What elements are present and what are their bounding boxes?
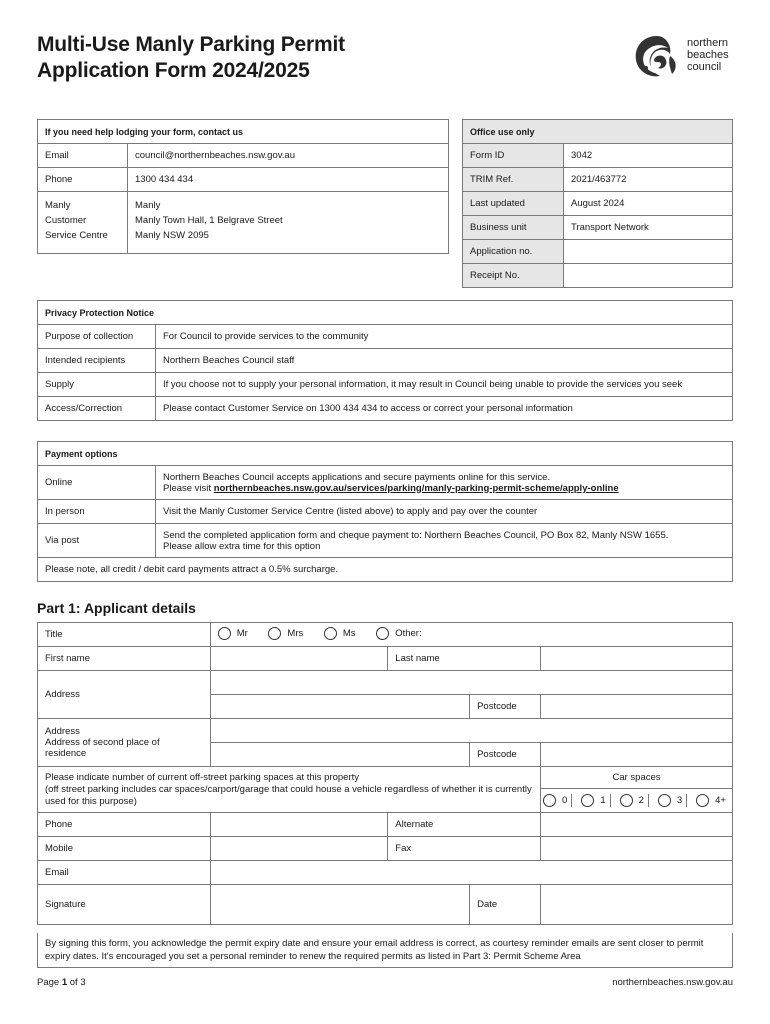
last-name-label: Last name [388,647,541,671]
help-centre-label: Manly Customer Service Centre [38,192,128,254]
title-mr-radio[interactable]: Mr [218,627,248,640]
application-no-field [564,240,733,264]
address2-field-line1[interactable] [210,719,732,743]
payment-heading: Payment options [38,442,733,466]
payment-online-value: Northern Beaches Council accepts applications and secure payments online for this service. Please visit northernbeaches.nsw.gov.au/services/parking/manly-parking-permit-scheme/apply-online [156,466,733,500]
title-ms-radio[interactable]: Ms [324,627,356,640]
privacy-label: Purpose of collection [38,325,156,349]
office-label: Application no. [463,240,564,264]
mobile-label: Mobile [38,837,211,861]
privacy-label: Access/Correction [38,397,156,421]
first-name-label: First name [38,647,211,671]
address-field-line2[interactable] [210,695,469,719]
address-label: Address [38,671,211,719]
fax-label: Fax [388,837,541,861]
payment-post-value: Send the completed application form and cheque payment to: Northern Beaches Council, PO Box 82, Manly NSW 1655. Please allow extra time for this option [156,524,733,558]
signature-label: Signature [38,885,211,925]
payment-post-label: Via post [38,524,156,558]
payment-inperson-label: In person [38,500,156,524]
title-line-2: Application Form 2024/2025 [37,59,310,82]
postcode-label: Postcode [470,695,541,719]
office-value: 3042 [564,144,733,168]
logo-word-northern: northern [687,37,728,49]
logo-word-council: council [687,61,722,73]
help-centre-value: Manly Manly Town Hall, 1 Belgrave Street Manly NSW 2095 [128,192,449,254]
payment-online-label: Online [38,466,156,500]
help-contact-table [37,119,449,254]
part1-heading: Part 1: Applicant details [37,600,196,616]
postcode2-label: Postcode [470,743,541,767]
office-value: 2021/463772 [564,168,733,192]
help-heading: If you need help lodging your form, contact us [38,120,449,144]
address2-field-line2[interactable] [210,743,469,767]
office-label: TRIM Ref. [463,168,564,192]
signing-footnote: By signing this form, you acknowledge the permit expiry date and ensure your email address is correct, as courtesy reminder emails are sent closer to permit expiry dates. It's encouraged you set a personal reminder to renew the required permits as listed in Part 3: Permit Scheme Area [37,933,733,968]
surcharge-note: Please note, all credit / debit card payments attract a 0.5% surcharge. [38,558,733,582]
help-email-value: council@northernbeaches.nsw.gov.au [128,144,449,168]
wave-logo-icon [630,32,684,82]
logo-text [687,37,729,73]
car-spaces-3-radio[interactable]: 3 [658,794,687,807]
help-email-label: Email [38,144,128,168]
title-label: Title [38,623,211,647]
car-spaces-1-radio[interactable]: 1 [581,794,610,807]
car-spaces-2-radio[interactable]: 2 [620,794,649,807]
address2-label: Address Address of second place of residence [38,719,211,767]
privacy-notice-table [37,300,733,421]
address-field-line1[interactable] [210,671,732,695]
alternate-label: Alternate [388,813,541,837]
privacy-value: If you choose not to supply your personal information, it may result in Council being unable to provide the services you seek [156,373,733,397]
office-heading: Office use only [463,120,733,144]
privacy-label: Intended recipients [38,349,156,373]
privacy-value: Northern Beaches Council staff [156,349,733,373]
postcode2-field[interactable] [541,743,733,767]
phone-label: Phone [38,813,211,837]
title-mrs-radio[interactable]: Mrs [268,627,303,640]
page-number: Page 1 of 3 [37,977,86,988]
signature-field[interactable] [210,885,469,925]
office-value: Transport Network [564,216,733,240]
title-options [210,623,732,647]
privacy-label: Supply [38,373,156,397]
privacy-value: For Council to provide services to the community [156,325,733,349]
office-value: August 2024 [564,192,733,216]
parking-question: Please indicate number of current off-street parking spaces at this property (off street parking includes car spaces/carport/garage that could house a vehicle regardless of whether it is currently used for this purpose) [38,767,541,813]
footer-url: northernbeaches.nsw.gov.au [612,977,733,988]
applicant-details-table [37,622,733,925]
mobile-field[interactable] [210,837,388,861]
date-field[interactable] [541,885,733,925]
payment-inperson-value: Visit the Manly Customer Service Centre (listed above) to apply and pay over the counter [156,500,733,524]
fax-field[interactable] [541,837,733,861]
office-label: Receipt No. [463,264,564,288]
office-label: Form ID [463,144,564,168]
phone-field[interactable] [210,813,388,837]
date-label: Date [470,885,541,925]
car-spaces-4plus-radio[interactable]: 4+ [696,794,730,807]
receipt-no-field [564,264,733,288]
postcode-field[interactable] [541,695,733,719]
apply-online-link[interactable]: northernbeaches.nsw.gov.au/services/parking/manly-parking-permit-scheme/apply-online [213,482,619,494]
office-label: Last updated [463,192,564,216]
council-logo [630,32,740,82]
office-label: Business unit [463,216,564,240]
last-name-field[interactable] [541,647,733,671]
title-other-radio[interactable]: Other: [376,627,421,640]
alternate-field[interactable] [541,813,733,837]
page-title [37,32,345,84]
email-label: Email [38,861,211,885]
car-spaces-options [541,789,733,813]
office-use-table [462,119,733,288]
help-phone-label: Phone [38,168,128,192]
help-phone-value: 1300 434 434 [128,168,449,192]
privacy-value: Please contact Customer Service on 1300 434 434 to access or correct your personal information [156,397,733,421]
title-line-1: Multi-Use Manly Parking Permit [37,33,345,56]
logo-word-beaches: beaches [687,49,729,61]
car-spaces-label: Car spaces [541,767,733,789]
privacy-heading: Privacy Protection Notice [38,301,733,325]
email-field[interactable] [210,861,732,885]
payment-options-table [37,441,733,582]
first-name-field[interactable] [210,647,388,671]
car-spaces-0-radio[interactable]: 0 [543,794,572,807]
